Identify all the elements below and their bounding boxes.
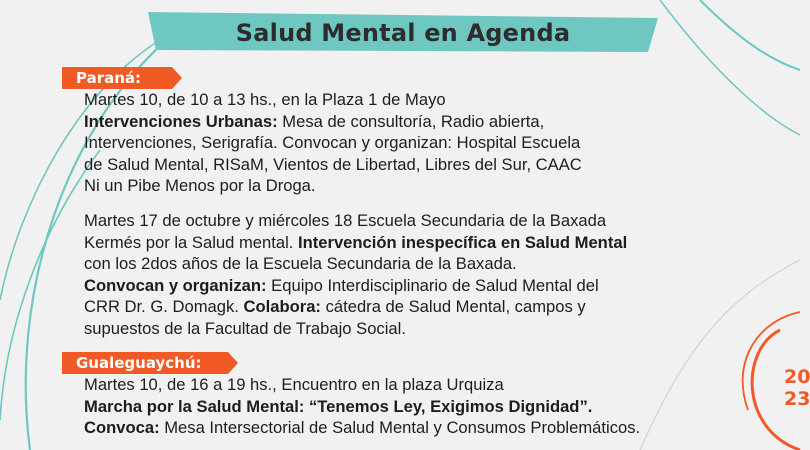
event-line: CRR Dr. G. Domagk. Colabora: cátedra de Salud Mental, campos y xyxy=(84,297,586,316)
event-line: supuestos de la Facultad de Trabajo Social. xyxy=(84,318,406,338)
parana-event-2 xyxy=(84,210,627,339)
tag-parana-label: Paraná: xyxy=(76,69,142,87)
event-line: Kermés por la Salud mental. Intervención inespecífica en Salud Mental xyxy=(84,232,628,252)
event-line: Martes 17 de octubre y miércoles 18 Escuela Secundaria de la Baxada xyxy=(84,211,607,230)
event-line: con los 2dos años de la Escuela Secundaria de la Baxada. xyxy=(84,254,517,273)
tag-gualeguaychu xyxy=(62,352,228,374)
event-line: Martes 10, de 16 a 19 hs., Encuentro en la plaza Urquiza xyxy=(84,375,504,394)
event-highlight: Colabora: xyxy=(243,297,321,316)
event-highlight: Marcha por la Salud Mental: “Tenemos Ley, Exigimos Dignidad”. xyxy=(84,396,593,416)
corner-logo-top: 20 xyxy=(784,366,810,388)
event-highlight: Intervención inespecífica en Salud Mental xyxy=(297,232,628,252)
gualeguaychu-event xyxy=(84,374,640,439)
event-line: Convoca: Mesa Intersectorial de Salud Mental y Consumos Problemáticos. xyxy=(84,418,641,437)
event-line xyxy=(84,396,640,418)
event-line: Intervenciones Urbanas: Mesa de consultoría, Radio abierta, xyxy=(84,111,545,131)
event-line: Convocan y organizan: Equipo Interdisciplinario de Salud Mental del xyxy=(84,275,599,295)
title-banner xyxy=(148,12,658,54)
tag-gualeguaychu-label: Gualeguaychú: xyxy=(76,354,202,372)
page-title: Salud Mental en Agenda xyxy=(235,19,571,47)
event-line: Intervenciones, Serigrafía. Convocan y organizan: Hospital Escuela xyxy=(84,133,581,152)
event-line: Martes 10, de 10 a 13 hs., en la Plaza 1 de Mayo xyxy=(84,90,446,109)
event-highlight: Convoca: xyxy=(84,418,160,437)
event-highlight: Intervenciones Urbanas: xyxy=(84,111,278,131)
parana-event-1 xyxy=(84,89,582,197)
tag-parana xyxy=(62,67,172,89)
event-highlight: Convocan y organizan: xyxy=(84,275,267,295)
event-line: de Salud Mental, RISaM, Vientos de Libertad, Libres del Sur, CAAC xyxy=(84,154,582,174)
event-line: Ni un Pibe Menos por la Droga. xyxy=(84,176,316,195)
corner-logo-bottom: 23 xyxy=(784,388,810,410)
